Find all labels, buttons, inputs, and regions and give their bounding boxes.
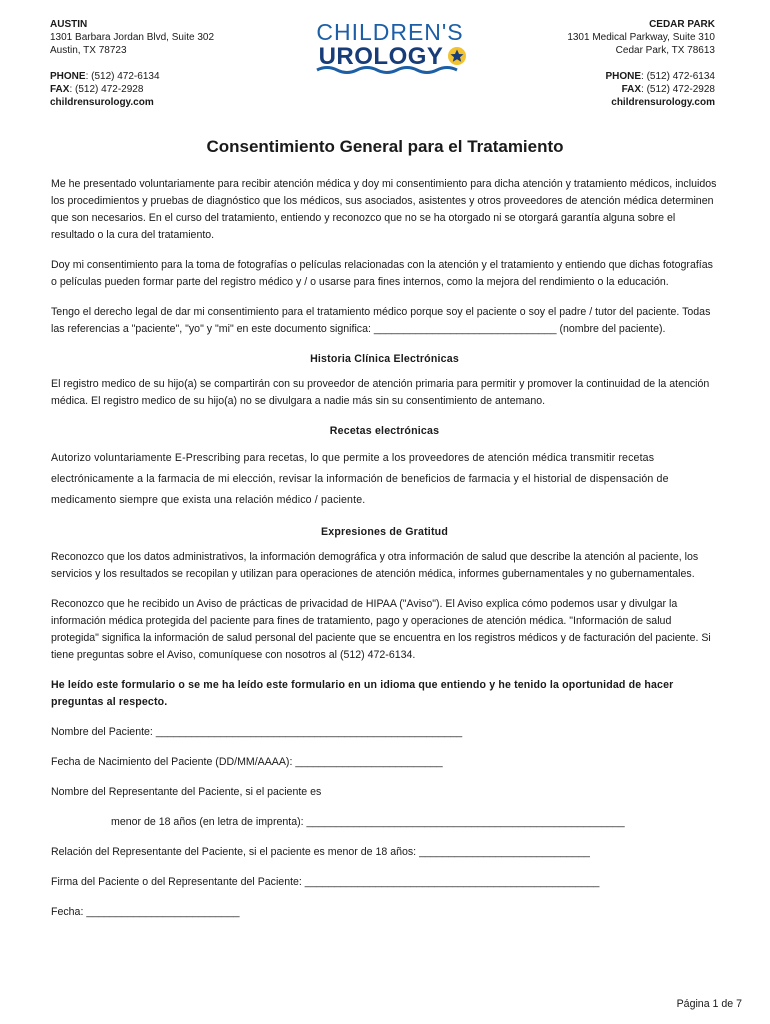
consent-paragraph-3: Tengo el derecho legal de dar mi consentimiento para el tratamiento médico porque soy el paciente o soy el padre / tutor del paciente. Todas las referencias a "paciente", "yo" y "mi" en este documento significa: _______________________________ (nombre del paciente). bbox=[51, 306, 711, 335]
section-title-ehr: Historia Clínica Electrónicas bbox=[310, 353, 459, 365]
representative-relationship-field[interactable]: Relación del Representante del Paciente, si el paciente es menor de 18 años: _____________________________ bbox=[51, 846, 590, 858]
document-body bbox=[51, 176, 718, 934]
phone-label: PHONE bbox=[50, 71, 86, 82]
cedar-park-address-line1: 1301 Medical Parkway, Suite 310 bbox=[567, 32, 715, 43]
patient-name-field[interactable]: Nombre del Paciente: ____________________________________________________ bbox=[51, 726, 463, 738]
fax-label: FAX bbox=[621, 84, 642, 95]
document-title: Consentimiento General para el Tratamiento bbox=[206, 137, 564, 156]
cedar-park-website[interactable]: childrensurology.com bbox=[611, 97, 715, 108]
childrens-urology-logo bbox=[305, 16, 475, 78]
cedar-park-address-line2: Cedar Park, TX 78613 bbox=[615, 45, 715, 56]
section-title-acknowledgements: Expresiones de Gratitud bbox=[320, 526, 449, 538]
austin-address-line1: 1301 Barbara Jordan Blvd, Suite 302 bbox=[50, 32, 214, 43]
page-number: Página 1 de 7 bbox=[676, 998, 742, 1010]
date-field[interactable]: Fecha: __________________________ bbox=[51, 906, 240, 918]
section-text-acknowledgement-2: Reconozco que he recibido un Aviso de prácticas de privacidad de HIPAA ("Aviso"). El Aviso explica cómo podemos usar y divulgar la información médica protegida del paciente para fines de tratamiento, pago y operaciones de atención médica. "Información de salud protegida" significa la información de salud personal del paciente que se encuentra en los registros médicos y de facturación del paciente. Si tiene preguntas sobre el Aviso, comuníquese con nosotros al (512) 472-6134. bbox=[51, 598, 711, 661]
consent-paragraph-1: Me he presentado voluntariamente para recibir atención médica y doy mi consentimiento para dicha atención y tratamiento médicos, incluidos los procedimientos y pruebas de diagnóstico que los médicos, sus asociados, asistentes y otros proveedores de atención médica determinen que son necesarios. En el curso del tratamiento, entiendo y reconozco que no se ha otorgado ni se otorgará garantía alguna sobre el resultado o la cura del tratamiento. bbox=[51, 178, 717, 241]
consent-paragraph-2: Doy mi consentimiento para la toma de fotografías o películas relacionadas con la atención y el tratamiento y entiendo que dichas fotografías o películas pueden formar parte del registro médico y / o usarse para fines internos, como la mejora del rendimiento o la educación. bbox=[51, 259, 713, 288]
phone-number: : (512) 472-6134 bbox=[85, 71, 160, 82]
acknowledgement-statement: He leído este formulario o se me ha leído este formulario en un idioma que entiendo y he tenido la oportunidad de hacer preguntas al respecto. bbox=[51, 679, 674, 708]
section-text-acknowledgement-1: Reconozco que los datos administrativos, la información demográfica y otra información de salud que describe la atención al paciente, los servicios y los resultados se recopilan y utilizan para operaciones de atención médica, informes gubernamentales y no gubernamentales. bbox=[51, 551, 699, 580]
austin-address-line2: Austin, TX 78723 bbox=[50, 45, 127, 56]
cedar-park-office-block bbox=[515, 18, 715, 109]
cedar-park-fax bbox=[515, 83, 715, 96]
phone-label: PHONE bbox=[605, 71, 642, 82]
phone-number: : (512) 472-6134 bbox=[641, 71, 715, 82]
section-title-eprescribing: Recetas electrónicas bbox=[329, 425, 440, 437]
austin-fax bbox=[50, 83, 250, 96]
fax-number: : (512) 472-2928 bbox=[641, 84, 715, 95]
austin-office-block bbox=[50, 18, 250, 109]
logo-line1: CHILDREN'S bbox=[316, 19, 464, 45]
cedar-park-city: CEDAR PARK bbox=[649, 19, 715, 30]
cedar-park-phone bbox=[515, 70, 715, 83]
fax-number: : (512) 472-2928 bbox=[69, 84, 144, 95]
logo-line2: UROLOGY bbox=[318, 43, 444, 70]
date-of-birth-field[interactable]: Fecha de Nacimiento del Paciente (DD/MM/AAAA): _________________________ bbox=[51, 756, 443, 768]
austin-phone bbox=[50, 70, 250, 83]
representative-name-label: Nombre del Representante del Paciente, si el paciente es bbox=[51, 786, 322, 798]
signature-field[interactable]: Firma del Paciente o del Representante del Paciente: __________________________________________________ bbox=[51, 876, 600, 888]
section-text-eprescribing: Autorizo voluntariamente E-Prescribing para recetas, lo que permite a los proveedores de atención médica transmitir recetas electrónicamente a la farmacia de mi elección, revisar la información de beneficios de farmacia y el historial de dispensación de medicamento siempre que exista una relación médico / paciente. bbox=[51, 452, 669, 506]
representative-name-field[interactable]: menor de 18 años (en letra de imprenta): ______________________________________________________ bbox=[111, 816, 625, 828]
fax-label: FAX bbox=[50, 84, 70, 95]
section-text-ehr: El registro medico de su hijo(a) se compartirán con su proveedor de atención primaria para permitir y promover la continuidad de la atención médica. El registro medico de su hijo(a) no se divulgara a nadie más sin su consentimiento de antemano. bbox=[51, 378, 710, 407]
austin-website[interactable]: childrensurology.com bbox=[50, 97, 154, 108]
austin-city: AUSTIN bbox=[50, 19, 88, 30]
